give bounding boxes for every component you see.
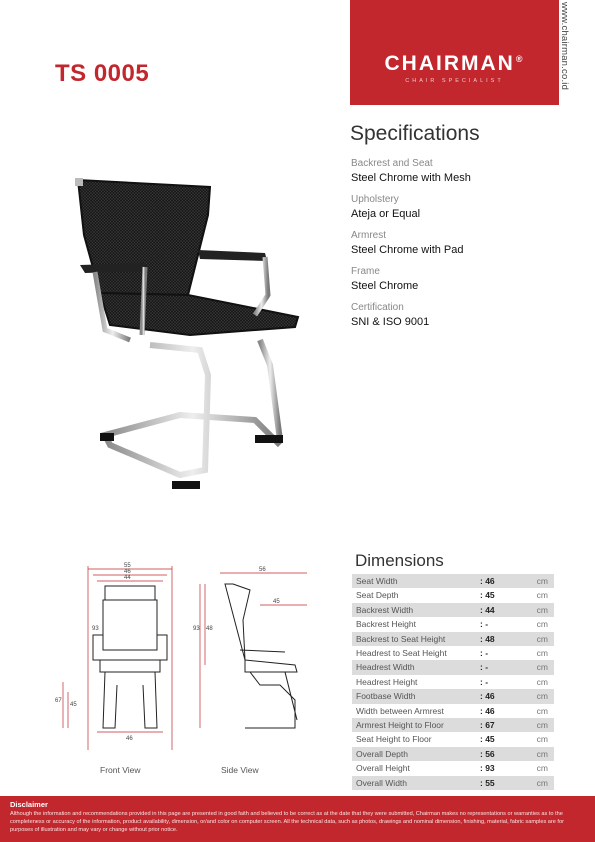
dimension-row <box>352 761 554 775</box>
dimension-row <box>352 588 554 602</box>
dimension-row <box>352 689 554 703</box>
dimension-unit: cm <box>526 747 554 761</box>
dimension-value: : 45 <box>480 588 526 602</box>
disclaimer-title: Disclaimer <box>10 800 48 809</box>
dimension-name: Overall Depth <box>352 747 480 761</box>
dimension-row <box>352 617 554 631</box>
dimension-row <box>352 646 554 660</box>
dimension-row <box>352 732 554 746</box>
spec-label: Armrest <box>351 230 386 241</box>
dimension-row <box>352 718 554 732</box>
side-dim-h2: 48 <box>206 626 213 632</box>
dimension-value: : 93 <box>480 761 526 775</box>
dimension-row <box>352 776 554 790</box>
dimension-name: Seat Width <box>352 574 480 588</box>
dimension-name: Overall Width <box>352 776 480 790</box>
dimension-name: Backrest Height <box>352 617 480 631</box>
dimension-name: Width between Armrest <box>352 704 480 718</box>
dimension-name: Seat Height to Floor <box>352 732 480 746</box>
dimension-drawing <box>45 560 335 760</box>
website-url: www.chairman.co.id <box>559 2 570 91</box>
front-view-label: Front View <box>100 765 141 775</box>
dimension-name: Overall Height <box>352 761 480 775</box>
dimension-name: Headrest Height <box>352 675 480 689</box>
spec-label: Frame <box>351 266 380 277</box>
dimension-value: : 67 <box>480 718 526 732</box>
dimension-value: : - <box>480 675 526 689</box>
front-dim-base: 46 <box>126 736 133 742</box>
dimension-unit: cm <box>526 574 554 588</box>
disclaimer-text: Although the information and recommendations provided in this page are presented in good faith and believed to be correct as at the date that they were submitted, Chairman makes no representations or warranties as to the completeness or accuracy of the information, product availability, dimension, or/and color on computer screen. All the technical data, such as photos, drawings and nominal dimension, finishing, material, fabric samples are for purposes of illustration and may vary or change without prior notice. <box>10 811 564 833</box>
dimension-row <box>352 632 554 646</box>
spec-value: Steel Chrome <box>351 280 419 292</box>
dimension-unit: cm <box>526 646 554 660</box>
front-dim-w3: 44 <box>124 575 131 581</box>
front-dim-h2: 45 <box>70 702 77 708</box>
dimension-unit: cm <box>526 718 554 732</box>
technical-drawings <box>45 560 335 780</box>
spec-value: Steel Chrome with Pad <box>351 244 464 256</box>
spec-label: Upholstery <box>351 194 399 205</box>
specifications-title: Specifications <box>350 122 480 145</box>
brand-name: CHAIRMAN® <box>384 52 525 75</box>
dimension-name: Headrest to Seat Height <box>352 646 480 660</box>
dimension-unit: cm <box>526 776 554 790</box>
dimension-name: Backrest to Seat Height <box>352 632 480 646</box>
spec-item <box>351 158 561 194</box>
dimension-unit: cm <box>526 704 554 718</box>
dimension-name: Headrest Width <box>352 660 480 674</box>
dimensions-title: Dimensions <box>355 551 444 570</box>
chair-product-image <box>70 175 305 500</box>
front-dim-h3: 93 <box>92 626 99 632</box>
product-code: TS 0005 <box>55 60 150 87</box>
spec-label: Backrest and Seat <box>351 158 433 169</box>
spec-item <box>351 230 561 266</box>
side-dim-d1: 56 <box>259 567 266 573</box>
spec-item <box>351 266 561 302</box>
dimension-value: : 55 <box>480 776 526 790</box>
side-view-label: Side View <box>221 765 259 775</box>
front-dim-w2: 46 <box>124 569 131 575</box>
dimension-unit: cm <box>526 632 554 646</box>
dimension-name: Backrest Width <box>352 603 480 617</box>
dimension-unit: cm <box>526 675 554 689</box>
dimension-unit: cm <box>526 588 554 602</box>
dimension-name: Armrest Height to Floor <box>352 718 480 732</box>
dimension-row <box>352 660 554 674</box>
spec-value: Ateja or Equal <box>351 208 421 220</box>
dimension-value: : 48 <box>480 632 526 646</box>
specifications-list <box>351 158 561 338</box>
dimension-value: : 46 <box>480 689 526 703</box>
dimension-unit: cm <box>526 732 554 746</box>
dimension-value: : 56 <box>480 747 526 761</box>
side-dim-d2: 45 <box>273 599 280 605</box>
side-dim-h1: 93 <box>193 626 200 632</box>
dimension-row <box>352 574 554 588</box>
dimension-value: : 46 <box>480 574 526 588</box>
dimension-value: : 45 <box>480 732 526 746</box>
dimension-value: : - <box>480 660 526 674</box>
disclaimer-footer <box>0 796 595 842</box>
dimension-row <box>352 675 554 689</box>
front-dim-w1: 55 <box>124 563 131 569</box>
dimension-value: : 44 <box>480 603 526 617</box>
spec-item <box>351 194 561 230</box>
brand-tagline: CHAIR SPECIALIST <box>405 78 504 84</box>
dimensions-table <box>352 574 554 790</box>
dimension-unit: cm <box>526 761 554 775</box>
dimension-row <box>352 704 554 718</box>
dimension-value: : 46 <box>480 704 526 718</box>
dimension-unit: cm <box>526 689 554 703</box>
dimension-value: : - <box>480 646 526 660</box>
spec-value: SNI & ISO 9001 <box>351 316 430 328</box>
dimension-name: Footbase Width <box>352 689 480 703</box>
dimension-row <box>352 747 554 761</box>
dimension-value: : - <box>480 617 526 631</box>
dimension-name: Seat Depth <box>352 588 480 602</box>
spec-label: Certification <box>351 302 404 313</box>
dimension-unit: cm <box>526 617 554 631</box>
brand-logo <box>350 0 559 105</box>
dimension-unit: cm <box>526 660 554 674</box>
front-dim-h1: 67 <box>55 698 62 704</box>
dimension-row <box>352 603 554 617</box>
spec-item <box>351 302 561 338</box>
dimension-unit: cm <box>526 603 554 617</box>
spec-value: Steel Chrome with Mesh <box>351 172 471 184</box>
